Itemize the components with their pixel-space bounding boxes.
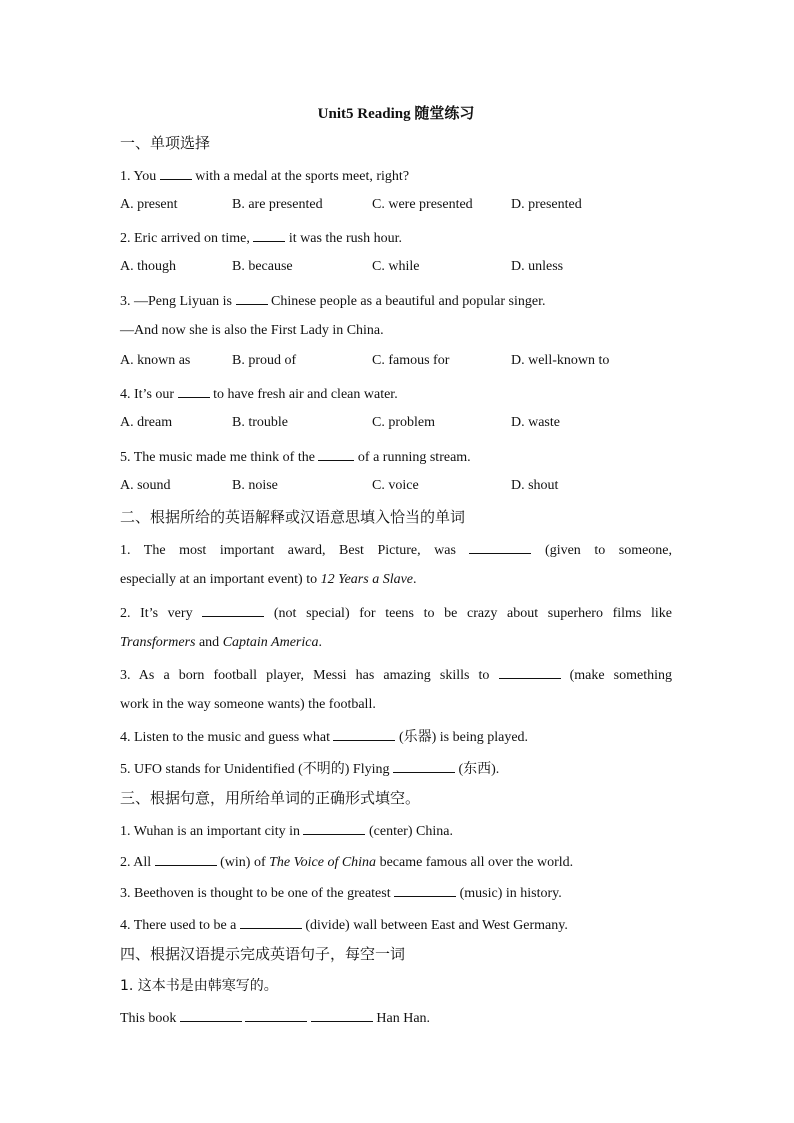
answer-blank[interactable] [469, 540, 531, 554]
options-row [120, 415, 672, 433]
options-row [120, 197, 672, 215]
section-heading: 一、单项选择 [120, 134, 211, 152]
question-2: 2. Eric arrived on time, it was the rush hour. [120, 228, 402, 248]
answer-blank[interactable] [499, 665, 561, 679]
answer-blank[interactable] [155, 852, 217, 866]
question-1: 1. You with a medal at the sports meet, right? [120, 166, 409, 186]
answer-blank[interactable] [393, 759, 455, 773]
question-2-cont: Transformers and Captain America. [120, 635, 322, 650]
section-heading: 二、根据所给的英语解释或汉语意思填入恰当的单词 [120, 508, 466, 526]
answer-blank[interactable] [318, 447, 354, 461]
answer-blank[interactable] [180, 1008, 242, 1022]
answer-blank[interactable] [236, 291, 268, 305]
option-c[interactable]: C. problem [372, 415, 435, 430]
option-b[interactable]: B. noise [232, 478, 278, 493]
chinese-prompt: 1. 这本书是由韩寒写的。 [120, 978, 278, 994]
question-3: 3. Beethoven is thought to be one of the greatest (music) in history. [120, 883, 562, 903]
question-3: 3. —Peng Liyuan is Chinese people as a beautiful and popular singer. [120, 291, 545, 311]
option-d[interactable]: D. waste [511, 415, 560, 430]
section-heading: 四、根据汉语提示完成英语句子，每空一词 [120, 945, 406, 963]
option-c[interactable]: C. famous for [372, 353, 450, 368]
question-3-cont: work in the way someone wants) the football. [120, 697, 376, 712]
answer-blank[interactable] [253, 228, 285, 242]
answer-blank[interactable] [245, 1008, 307, 1022]
option-d[interactable]: D. shout [511, 478, 559, 493]
answer-blank[interactable] [178, 384, 210, 398]
answer-blank[interactable] [311, 1008, 373, 1022]
answer-blank[interactable] [333, 727, 395, 741]
question-5: 5. The music made me think of the of a running stream. [120, 447, 471, 467]
option-b[interactable]: B. because [232, 259, 293, 274]
answer-blank[interactable] [303, 821, 365, 835]
question-2: 2. It’s very (not special) for teens to be crazy about superhero films like [120, 603, 672, 623]
option-c[interactable]: C. were presented [372, 197, 473, 212]
options-row [120, 478, 672, 496]
answer-blank[interactable] [160, 166, 192, 180]
answer-blank[interactable] [240, 915, 302, 929]
option-d[interactable]: D. well-known to [511, 353, 610, 368]
option-b[interactable]: B. proud of [232, 353, 297, 368]
question-1-cont: especially at an important event) to 12 Years a Slave. [120, 572, 417, 587]
answer-blank[interactable] [394, 883, 456, 897]
option-b[interactable]: B. are presented [232, 197, 323, 212]
question-4: 4. It’s our to have fresh air and clean water. [120, 384, 398, 404]
question-4: 4. Listen to the music and guess what (乐器) is being played. [120, 727, 528, 747]
question-1: 1. The most important award, Best Picture, was (given to someone, [120, 540, 672, 560]
option-d[interactable]: D. unless [511, 259, 564, 274]
question-2: 2. All (win) of The Voice of China became famous all over the world. [120, 852, 573, 872]
section-heading: 三、根据句意，用所给单词的正确形式填空。 [120, 789, 421, 807]
question-4: 4. There used to be a (divide) wall between East and West Germany. [120, 915, 568, 935]
option-d[interactable]: D. presented [511, 197, 582, 212]
options-row [120, 353, 672, 371]
answer-blank[interactable] [202, 603, 264, 617]
option-a[interactable]: A. sound [120, 478, 171, 493]
question-3-reply: —And now she is also the First Lady in China. [120, 323, 384, 338]
question-5: 5. UFO stands for Unidentified (不明的) Flying (东西). [120, 759, 499, 779]
option-b[interactable]: B. trouble [232, 415, 288, 430]
option-a[interactable]: A. present [120, 197, 178, 212]
option-a[interactable]: A. dream [120, 415, 173, 430]
option-c[interactable]: C. voice [372, 478, 419, 493]
option-c[interactable]: C. while [372, 259, 420, 274]
page-title: Unit5 Reading 随堂练习 [317, 106, 475, 122]
option-a[interactable]: A. known as [120, 353, 191, 368]
question-3: 3. As a born football player, Messi has amazing skills to (make something [120, 665, 672, 685]
question-1: This book Han Han. [120, 1008, 430, 1028]
option-a[interactable]: A. though [120, 259, 176, 274]
question-1: 1. Wuhan is an important city in (center) China. [120, 821, 453, 841]
options-row [120, 259, 672, 277]
